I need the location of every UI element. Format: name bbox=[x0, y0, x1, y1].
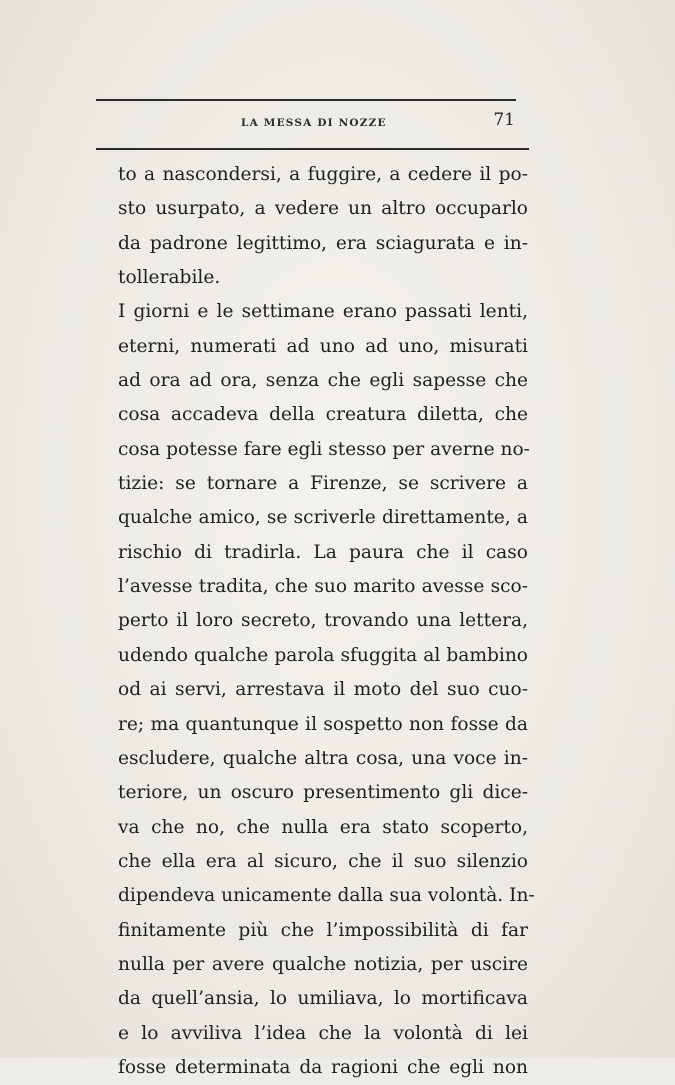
page-header bbox=[96, 110, 529, 134]
text-line: rischio di tradirla. La paura che il caso bbox=[118, 541, 528, 563]
text-line: I giorni e le settimane erano passati lenti, bbox=[118, 301, 528, 323]
text-line: perto il loro secreto, trovando una lettera, bbox=[118, 610, 528, 632]
text-line: da quell’ansia, lo umiliava, lo mortificava bbox=[118, 988, 528, 1010]
text-line: che ella era al sicuro, che il suo silenzio bbox=[118, 850, 528, 872]
text-line: od ai servi, arrestava il moto del suo cuo- bbox=[118, 679, 528, 701]
text-line: sto usurpato, a vedere un altro occuparlo bbox=[118, 198, 528, 220]
text-line: re; ma quantunque il sospetto non fosse da bbox=[118, 713, 528, 735]
text-line: dipendeva unicamente dalla sua volontà. In- bbox=[118, 885, 535, 907]
text-line: va che no, che nulla era stato scoperto, bbox=[118, 816, 528, 838]
text-line: finitamente più che l’impossibilità di far bbox=[118, 919, 528, 941]
header-rule-top bbox=[96, 99, 516, 101]
text-line: escludere, qualche altra cosa, una voce in- bbox=[118, 747, 528, 769]
text-line: teriore, un oscuro presentimento gli dice- bbox=[118, 782, 528, 804]
text-line: l’avesse tradita, che suo marito avesse sco- bbox=[118, 576, 528, 598]
header-rule-bottom bbox=[96, 148, 529, 150]
body-text bbox=[118, 158, 535, 1085]
text-line: to a nascondersi, a fuggire, a cedere il po- bbox=[118, 164, 528, 185]
text-line: e lo avviliva l’idea che la volontà di lei bbox=[118, 1022, 528, 1044]
text-line: cosa accadeva della creatura diletta, che bbox=[118, 404, 528, 426]
text-line: ad ora ad ora, senza che egli sapesse che bbox=[118, 370, 528, 392]
text-line: nulla per avere qualche notizia, per uscire bbox=[118, 953, 528, 975]
page-number: 71 bbox=[493, 110, 515, 130]
text-line: fosse determinata da ragioni che egli non bbox=[118, 1056, 528, 1078]
text-line: cosa potesse fare egli stesso per averne no- bbox=[118, 438, 530, 460]
text-line: tizie: se tornare a Firenze, se scrivere a bbox=[118, 473, 528, 495]
text-line: eterni, numerati ad uno ad uno, misurati bbox=[118, 335, 528, 357]
running-title: LA MESSA DI NOZZE bbox=[241, 117, 387, 129]
text-line: tollerabile. bbox=[118, 267, 221, 289]
text-line: udendo qualche parola sfuggita al bambino bbox=[118, 644, 528, 666]
text-line: qualche amico, se scriverle direttamente, a bbox=[118, 507, 528, 529]
text-line: da padrone legittimo, era sciagurata e in- bbox=[118, 232, 528, 254]
